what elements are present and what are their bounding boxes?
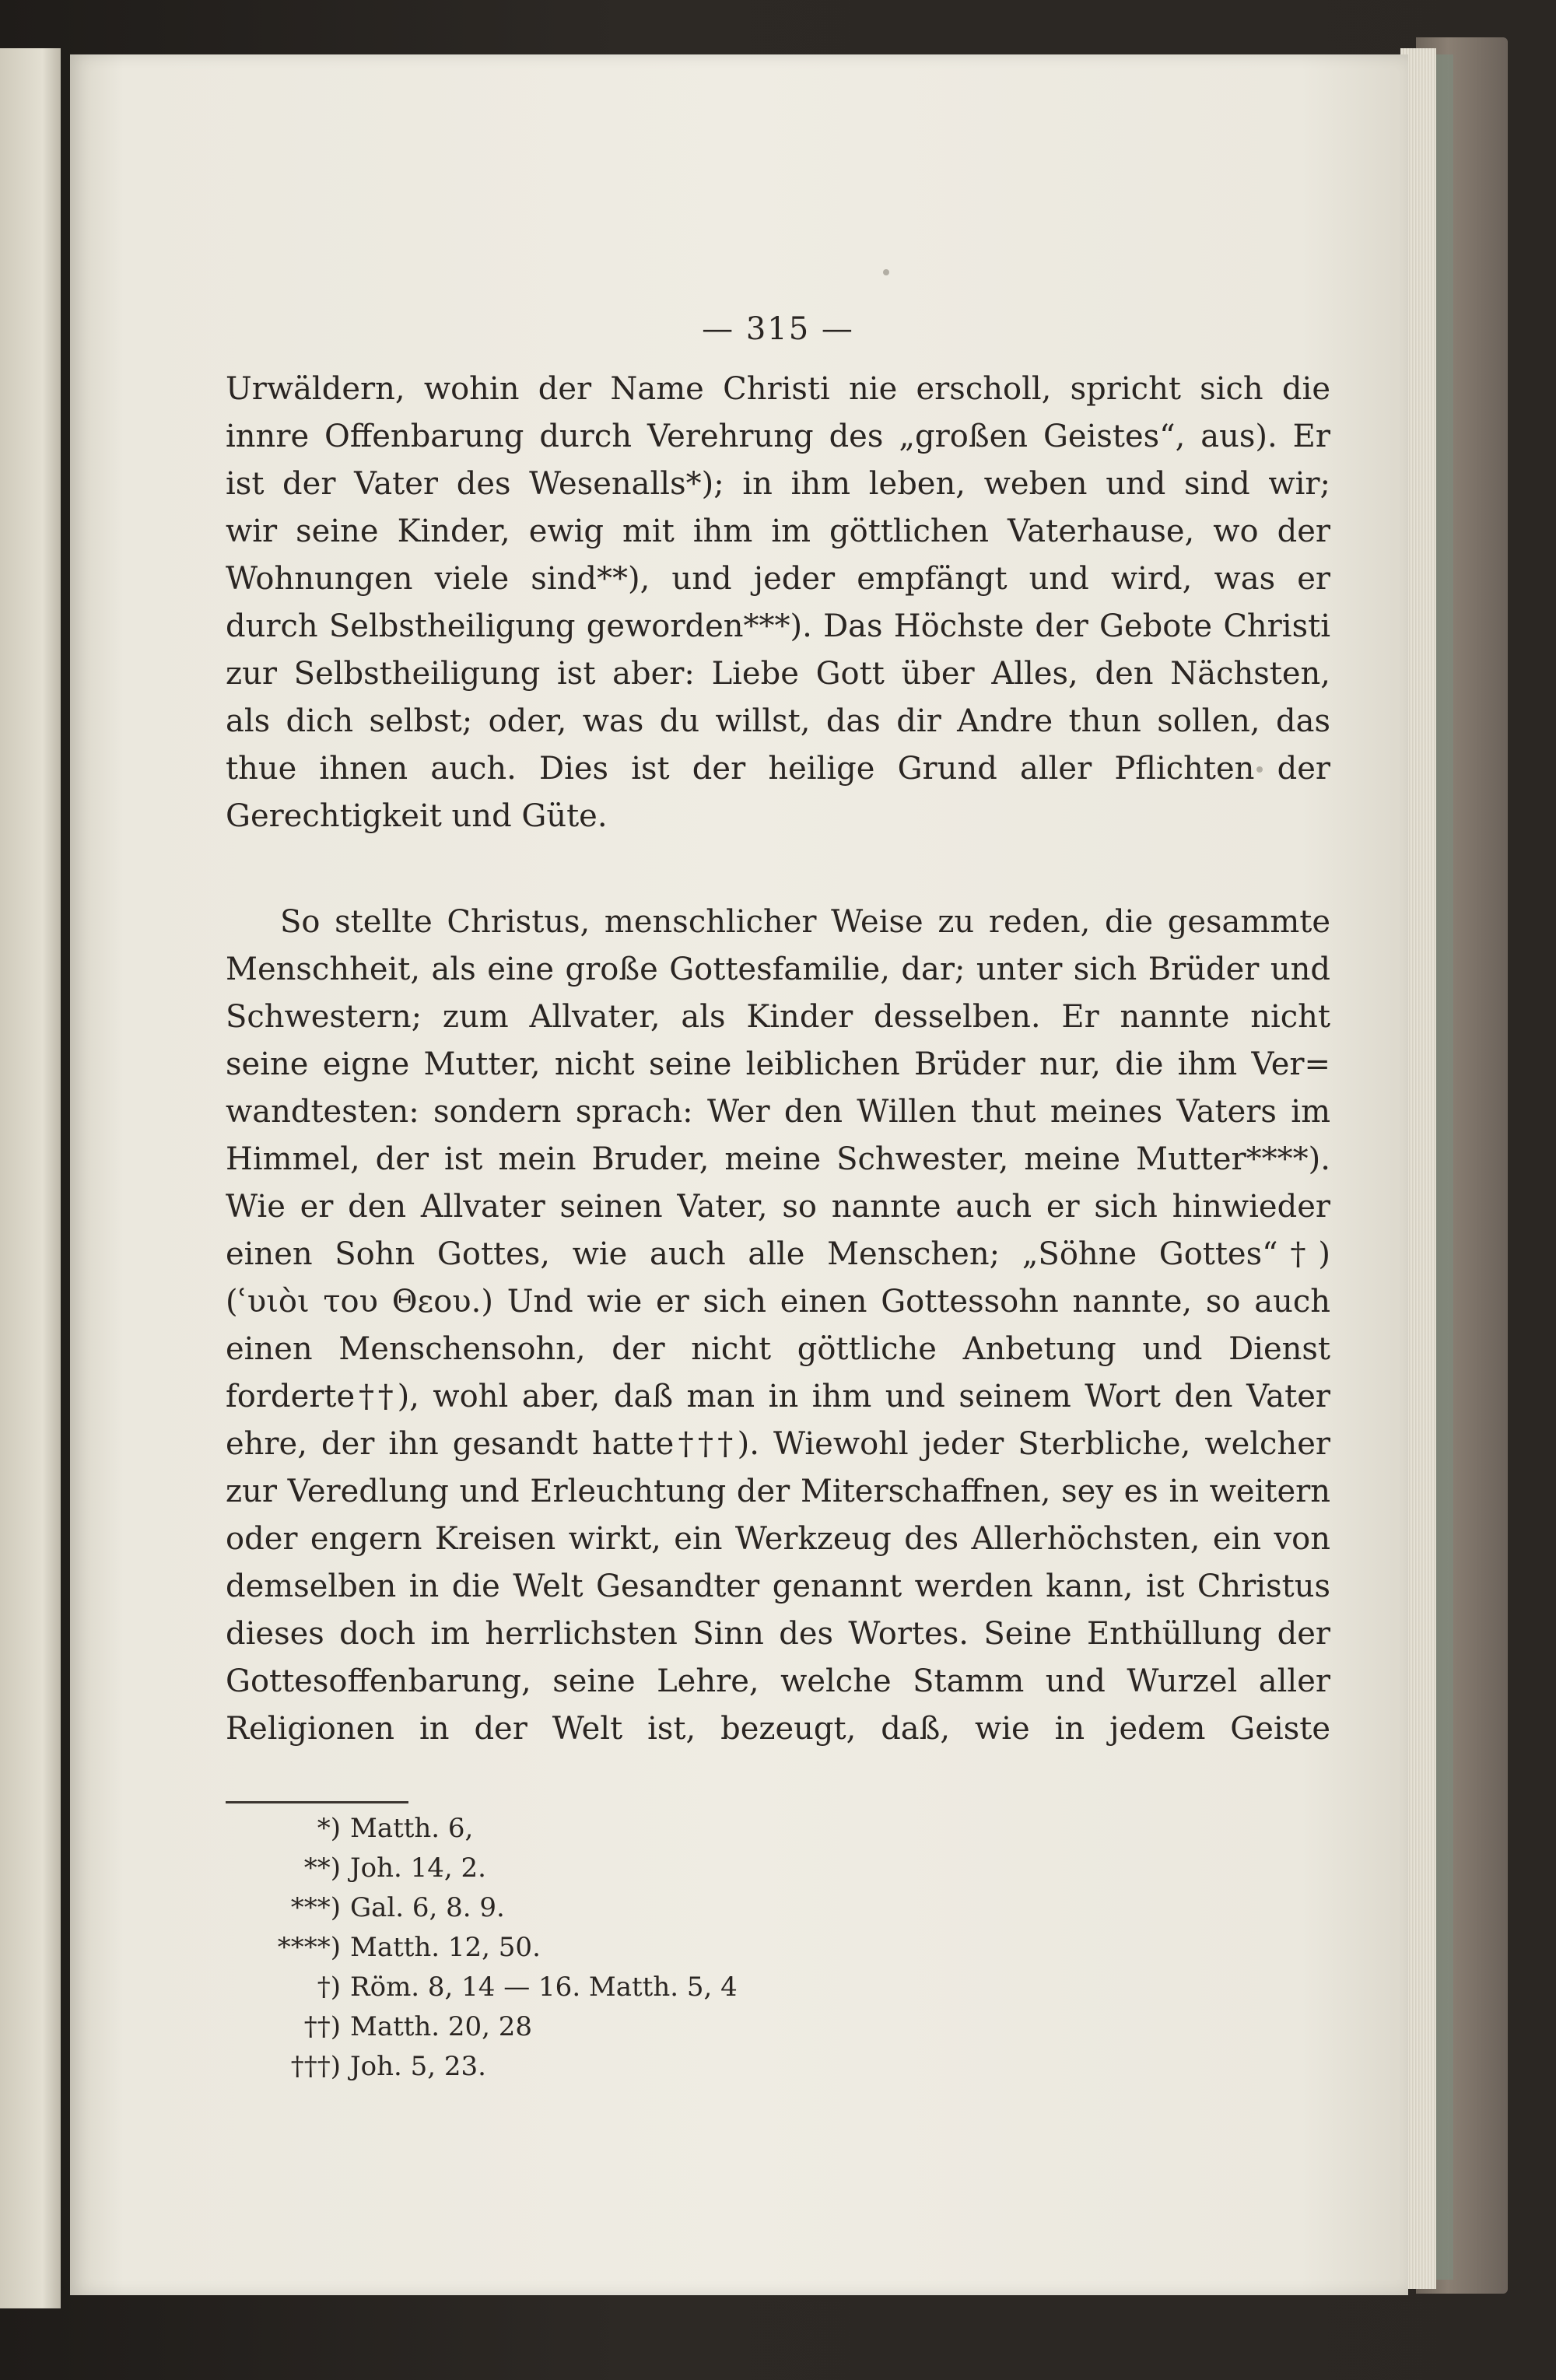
footnote	[226, 2047, 848, 2087]
cover-cloth-strip	[1436, 54, 1453, 2280]
footnote-mark: *)	[317, 1813, 341, 1844]
footnote-mark: ****)	[277, 1932, 341, 1963]
text-line: einen Menschensohn, der nicht göttliche Anbetung und Dienst	[226, 1331, 1330, 1367]
footnotes	[226, 1809, 848, 2087]
text-line: Menschheit, als eine große Gottesfamilie, dar; unter sich Brüder und	[226, 952, 1330, 987]
footnote-text: Matth. 12, 50.	[350, 1932, 541, 1963]
text-line: Urwäldern, wohin der Name Christi nie erscholl, spricht sich die	[226, 371, 1330, 407]
text-line: Gottesoffenbarung, seine Lehre, welche Stamm und Wurzel aller	[226, 1663, 1330, 1699]
text-line: dieses doch im herrlichsten Sinn des Wortes. Seine Enthüllung der	[226, 1616, 1330, 1652]
previous-page-edge	[0, 48, 61, 2308]
footnote	[226, 1888, 848, 1928]
text-line: wandtesten: sondern sprach: Wer den Willen thut meines Vaters im	[226, 1094, 1330, 1130]
text-line: Religionen in der Welt ist, bezeugt, daß, wie in jedem Geiste	[226, 1711, 1330, 1747]
text-line: einen Sohn Gottes, wie auch alle Menschen; „Söhne Gottes“†)	[226, 1236, 1330, 1272]
footnote	[226, 1809, 848, 1849]
paragraph-2	[226, 899, 1330, 1753]
text-line: wir seine Kinder, ewig mit ihm im göttlichen Vaterhause, wo der	[226, 514, 1330, 549]
text-line: zur Selbstheiligung ist aber: Liebe Gott über Alles, den Nächsten,	[226, 656, 1330, 692]
text-line: Wohnungen viele sind**), und jeder empfängt und wird, was er	[226, 561, 1330, 597]
footnote	[226, 1968, 848, 2007]
paper-speck	[883, 269, 889, 275]
text-line: durch Selbstheiligung geworden***). Das Höchste der Gebote Christi	[226, 608, 1330, 644]
text-line: demselben in die Welt Gesandter genannt werden kann, ist Christus	[226, 1569, 1330, 1604]
footnote	[226, 1849, 848, 1888]
footnote-mark: †)	[317, 1972, 341, 2003]
text-line: zur Veredlung und Erleuchtung der Miterschaffnen, sey es in weitern	[226, 1474, 1330, 1509]
footnote	[226, 1928, 848, 1968]
footnote-text: Joh. 14, 2.	[350, 1852, 486, 1884]
footnote-text: Matth. 20, 28	[350, 2011, 533, 2042]
paragraph-1	[226, 366, 1330, 840]
book-page	[70, 54, 1408, 2295]
footnote-text: Röm. 8, 14 — 16. Matth. 5, 4	[350, 1972, 738, 2003]
footnote-mark: ††)	[303, 2011, 341, 2042]
text-line: oder engern Kreisen wirkt, ein Werkzeug des Allerhöchsten, ein von	[226, 1521, 1330, 1557]
text-line: Wie er den Allvater seinen Vater, so nannte auch er sich hinwieder	[226, 1189, 1330, 1225]
footnote-mark: †††)	[290, 2051, 341, 2082]
text-line: innre Offenbarung durch Verehrung des „großen Geistes“, aus). Er	[226, 419, 1330, 454]
footnote-text: Gal. 6, 8. 9.	[350, 1892, 505, 1923]
text-line: seine eigne Mutter, nicht seine leiblichen Brüder nur, die ihm Ver=	[226, 1046, 1330, 1082]
text-line: Himmel, der ist mein Bruder, meine Schwester, meine Mutter****).	[226, 1141, 1330, 1177]
text-line: als dich selbst; oder, was du willst, das dir Andre thun sollen, das	[226, 703, 1330, 739]
text-line: thue ihnen auch. Dies ist der heilige Grund aller Pflichten der	[226, 751, 1330, 787]
footnote-text: Joh. 5, 23.	[350, 2051, 486, 2082]
text-line: Schwestern; zum Allvater, als Kinder desselben. Er nannte nicht	[226, 999, 1330, 1035]
footnote-mark: ***)	[290, 1892, 341, 1923]
text-line: So stellte Christus, menschlicher Weise zu reden, die gesammte	[280, 904, 1330, 940]
text-line: Gerechtigkeit und Güte.	[226, 798, 608, 834]
text-line: ehre, der ihn gesandt hatte†††). Wiewohl jeder Sterbliche, welcher	[226, 1426, 1330, 1462]
text-line: forderte††), wohl aber, daß man in ihm und seinem Wort den Vater	[226, 1379, 1330, 1414]
footnote-separator	[226, 1801, 408, 1803]
footnote-text: Matth. 6,	[350, 1813, 474, 1844]
footnote-mark: **)	[303, 1852, 341, 1884]
text-line: (ʿυιὸι του Θεου.) Und wie er sich einen Gottessohn nannte, so auch	[226, 1284, 1330, 1320]
footnote	[226, 2007, 848, 2047]
page-number: — 315 —	[702, 311, 854, 347]
text-line: ist der Vater des Wesenalls*); in ihm leben, weben und sind wir;	[226, 466, 1330, 502]
